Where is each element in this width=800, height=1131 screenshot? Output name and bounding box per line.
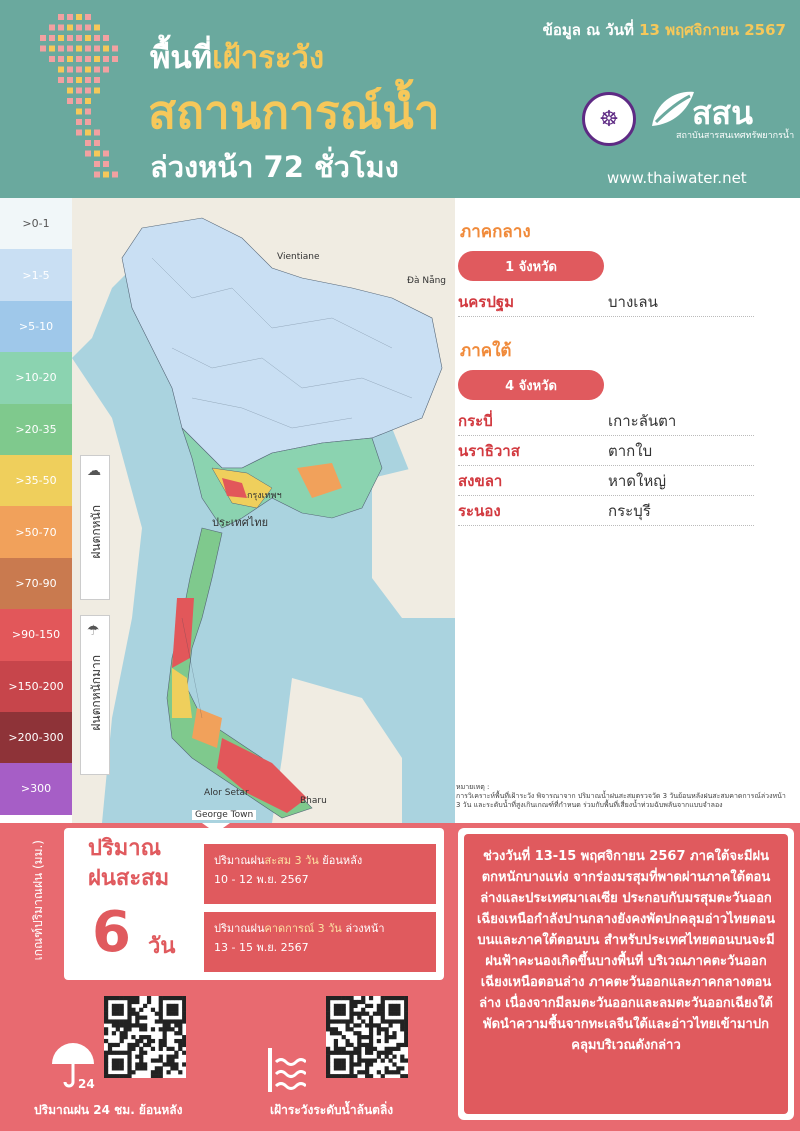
past-rain-dates: 10 - 12 พ.ย. 2567 [214,872,309,886]
criteria-label: เกณฑ์ปริมาณฝน (มม.) [31,840,45,961]
water-level-qr-code[interactable] [326,996,408,1078]
forecast-rain-dates: 13 - 15 พ.ย. 2567 [214,940,309,954]
water-level-icon [266,1048,306,1092]
province-row [458,406,754,436]
map-label-vientiane: Vientiane [277,252,320,262]
map-note-heading: หมายเหตุ : [456,783,490,791]
map-label-kota-bharu: Bharu [300,796,327,806]
rain-cloud-icon: ☁ [87,463,101,479]
province-name: นครปฐม [458,292,515,311]
accum-days-number: 6 [92,900,131,965]
legend-item: >50-70 [0,506,72,557]
province-name: กระบี่ [458,411,493,430]
province-count-badge: 1 จังหวัด [458,251,604,281]
forecast-notice [458,828,794,1120]
legend-item: >10-20 [0,352,72,403]
province-name: ระนอง [458,501,501,520]
province-name: นราธิวาส [458,441,520,460]
forecast-rain-title: ปริมาณฝนคาดการณ์ 3 วัน ล่วงหน้า [214,922,385,935]
forecast-rain-box [204,912,436,972]
map-canvas [72,198,455,823]
accumulated-rain-card [64,828,444,980]
past-rain-box [204,844,436,904]
province-row [458,496,754,526]
legend-item: >150-200 [0,661,72,712]
rainfall-map[interactable] [72,198,455,823]
page-title-line3: ล่วงหน้า 72 ชั่วโมง [150,150,399,184]
rain-24h-icon [48,1042,98,1092]
rain-24h-badge: 24 [78,1077,95,1091]
province-row [458,436,754,466]
map-label-alor-setar: Alor Setar [204,788,249,798]
ministry-emblem-icon: ☸ [582,92,636,146]
province-name: สงขลา [458,471,503,490]
page-title-line2: สถานการณ์น้ำ [148,85,440,139]
legend-item: >35-50 [0,455,72,506]
header [0,0,800,198]
map-note-text: การวิเคราะห์พื้นที่เฝ้าระวัง พิจารณาจาก ปริมาณน้ำฝนสะสมตรวจวัด 3 วันย้อนหลังฝนสะสมคาดการณ์ล่วงหน้า 3 วัน และระดับน้ำที่สูงเกินเกณฑ์ที่กำหนด ร่วมกับพื้นที่เสี่ยงน้ำท่วมฉับพลันจากแบบจำลอง [456,792,786,810]
province-count-badge: 4 จังหวัด [458,370,604,400]
legend-item: >300 [0,763,72,814]
accum-title: ปริมาณ ฝนสะสม [88,836,170,891]
thailand-dot-map-icon [18,10,136,190]
legend-item: >0-1 [0,198,72,249]
heavy-rain-cloud-icon: ☂ [87,623,100,639]
legend-item: >90-150 [0,609,72,660]
legend-item: >1-5 [0,249,72,300]
rain24-qr-code[interactable] [104,996,186,1078]
region-title: ภาคใต้ [460,341,512,361]
rain24-link-label[interactable]: ปริมาณฝน 24 ชม. ย้อนหลัง [34,1103,183,1117]
map-label-bangkok: กรุงเทพฯ [247,491,282,501]
legend-item: >200-300 [0,712,72,763]
heavy-rain-label: ฝนตกหนัก [89,505,103,559]
org-name: สถาบันสารสนเทศทรัพยากรน้ำ [676,131,795,141]
district-name: บางเลน [608,292,658,311]
website-url: www.thaiwater.net [607,169,747,187]
past-rain-title: ปริมาณฝนสะสม 3 วัน ย้อนหลัง [214,854,363,867]
org-abbreviation: สสน [692,94,753,132]
province-row [458,466,754,496]
map-label-thailand: ประเทศไทย [212,516,269,529]
data-date: ข้อมูล ณ วันที่ 13 พฤศจิกายน 2567 [542,21,786,39]
water-level-link-label[interactable]: เฝ้าระวังระดับน้ำล้นตลิ่ง [270,1103,394,1117]
region-title: ภาคกลาง [460,222,531,242]
map-note [456,783,786,810]
watch-area-list [456,198,800,783]
hii-leaf-logo-icon [648,88,696,132]
forecast-notice-text: ช่วงวันที่ 13-15 พฤศจิกายน 2567 ภาคใต้จะมีฝนตกหนักบางแห่ง จากร่องมรสุมที่พาดผ่านภาคใต้ตอนล่างและประเทศมาเลเซีย ประกอบกับมรสุมตะวันออกเฉียงเหนือกำลังปานกลางยังคงพัดปกคลุมอ่าวไทยตอนบนและภาคใต้ตอนบน สำหรับประเทศไทยตอนบนจะมีฝนฟ้าคะนองเกิดขึ้นบางพื้นที่ บริเวณภาคตะวันออกเฉียงเหนือตอนล่าง ภาคตะวันออกและภาคกลางตอนล่าง เนื่องจากมีลมตะวันออกและลมตะวันออกเฉียงใต้พัดนำความชื้นจากทะเลจีนใต้และอ่าวไทยเข้ามาปกคลุมบริเวณดังกล่าว [464,834,788,1114]
map-label-da-nang: Đà Nẵng [407,276,447,286]
rain-legend [0,198,72,815]
map-label-george-town: George Town [192,810,256,820]
district-name: กระบุรี [608,501,651,520]
page-title-line1: พื้นที่เฝ้าระวัง [150,40,325,76]
legend-item: >5-10 [0,301,72,352]
district-name: ตากใบ [608,441,653,460]
district-name: เกาะลันตา [608,411,677,430]
very-heavy-rain-label: ฝนตกหนักมาก [89,655,103,731]
district-name: หาดใหญ่ [608,471,667,490]
accum-days-unit: วัน [148,934,176,959]
legend-item: >20-35 [0,404,72,455]
province-row [458,287,754,317]
legend-item: >70-90 [0,558,72,609]
